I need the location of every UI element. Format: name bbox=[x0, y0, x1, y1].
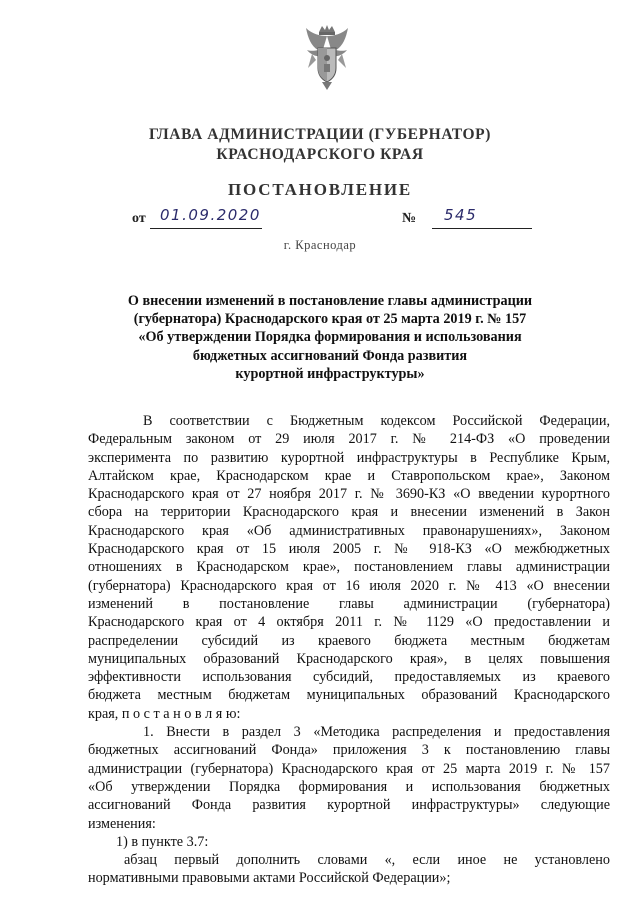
body-line: Краснодарского края от 27 ноября 2017 г. № 3690-КЗ «О введении курортного bbox=[88, 486, 610, 503]
number-underline bbox=[432, 228, 532, 229]
header-line-2: КРАСНОДАРСКОГО КРАЯ bbox=[216, 146, 424, 163]
body-line: «Об утверждении Порядка формирования и использования бюджетных bbox=[88, 778, 610, 795]
date-label: от bbox=[132, 211, 146, 226]
document-body bbox=[88, 412, 610, 888]
body-line: В соответствии с Бюджетным кодексом Российской Федерации, bbox=[143, 413, 610, 429]
number-label: № bbox=[402, 211, 417, 226]
body-line: администрации (губернатора) Краснодарского края от 25 марта 2019 г. № 157 bbox=[88, 760, 610, 777]
date-number-row bbox=[132, 208, 532, 232]
body-line: (губернатора) Краснодарского края от 16 июля 2020 г. № 413 «О внесении bbox=[88, 577, 610, 594]
date-value: 01.09.2020 bbox=[160, 206, 261, 224]
body-line: 1) в пункте 3.7: bbox=[116, 833, 209, 850]
header-line-1: ГЛАВА АДМИНИСТРАЦИИ (ГУБЕРНАТОР) bbox=[149, 126, 491, 143]
title-line: О внесении изменений в постановление главы администрации bbox=[127, 293, 533, 309]
body-line: бюджета местным бюджетам муниципальных образований Краснодарского bbox=[88, 687, 610, 704]
body-line: ассигнований Фонда развития курортной инфраструктуры» следующие bbox=[88, 797, 610, 814]
document-type: ПОСТАНОВЛЕНИЕ bbox=[227, 180, 413, 199]
body-line: Краснодарского края «Об административных правонарушениях», Законом bbox=[88, 522, 610, 539]
body-line: края, п о с т а н о в л я ю: bbox=[88, 705, 241, 722]
date-underline bbox=[150, 228, 262, 229]
title-line: бюджетных ассигнований Фонда развития bbox=[192, 347, 468, 364]
body-line: распределении субсидий из краевого бюджета местным бюджетам bbox=[88, 632, 610, 649]
body-line: Краснодарского края от 15 июля 2005 г. № 918-КЗ «О межбюджетных bbox=[88, 541, 610, 558]
body-line: сбора на территории Краснодарского края и внесении изменений в Закон bbox=[88, 504, 610, 521]
title-line: (губернатора) Краснодарского края от 25 марта 2019 г. № 157 bbox=[133, 311, 527, 328]
body-line: Федеральным законом от 29 июля 2017 г. № 214-ФЗ «О проведении bbox=[88, 431, 610, 448]
body-line: абзац первый дополнить словами «, если иное не установлено bbox=[124, 852, 610, 869]
body-line: бюджетных ассигнований Фонда» приложения 3 к постановлению главы bbox=[88, 742, 610, 759]
body-line: эксперимента по развитию курортной инфраструктуры в Республике Крым, bbox=[88, 449, 610, 466]
number-value: 545 bbox=[444, 206, 478, 224]
city: г. Краснодар bbox=[283, 238, 357, 252]
body-line: муниципальных образований Краснодарского края», в целях повышения bbox=[88, 650, 610, 667]
body-line: изменений в постановление главы администрации (губернатора) bbox=[88, 595, 610, 612]
body-line: Алтайском крае, Краснодарском крае и Ставропольском крае», Законом bbox=[88, 467, 610, 484]
body-line: 1. Внести в раздел 3 «Методика распределения и предоставления bbox=[143, 724, 610, 741]
body-line: Краснодарского края от 4 октября 2011 г. № 1129 «О предоставлении и bbox=[88, 614, 610, 631]
body-line: изменения: bbox=[88, 815, 156, 832]
body-line: нормативными правовыми актами Российской Федерации»; bbox=[88, 870, 451, 887]
title-line: курортной инфраструктуры» bbox=[235, 365, 425, 382]
body-line: эффективности использования субсидий, предоставляемых из краевого bbox=[88, 669, 610, 686]
document-title bbox=[120, 292, 540, 383]
coat-of-arms-emblem bbox=[302, 24, 352, 94]
body-line: отношениях в Краснодарском крае», постановлением главы администрации bbox=[88, 559, 610, 576]
title-line: «Об утверждении Порядка формирования и использования bbox=[138, 329, 522, 346]
